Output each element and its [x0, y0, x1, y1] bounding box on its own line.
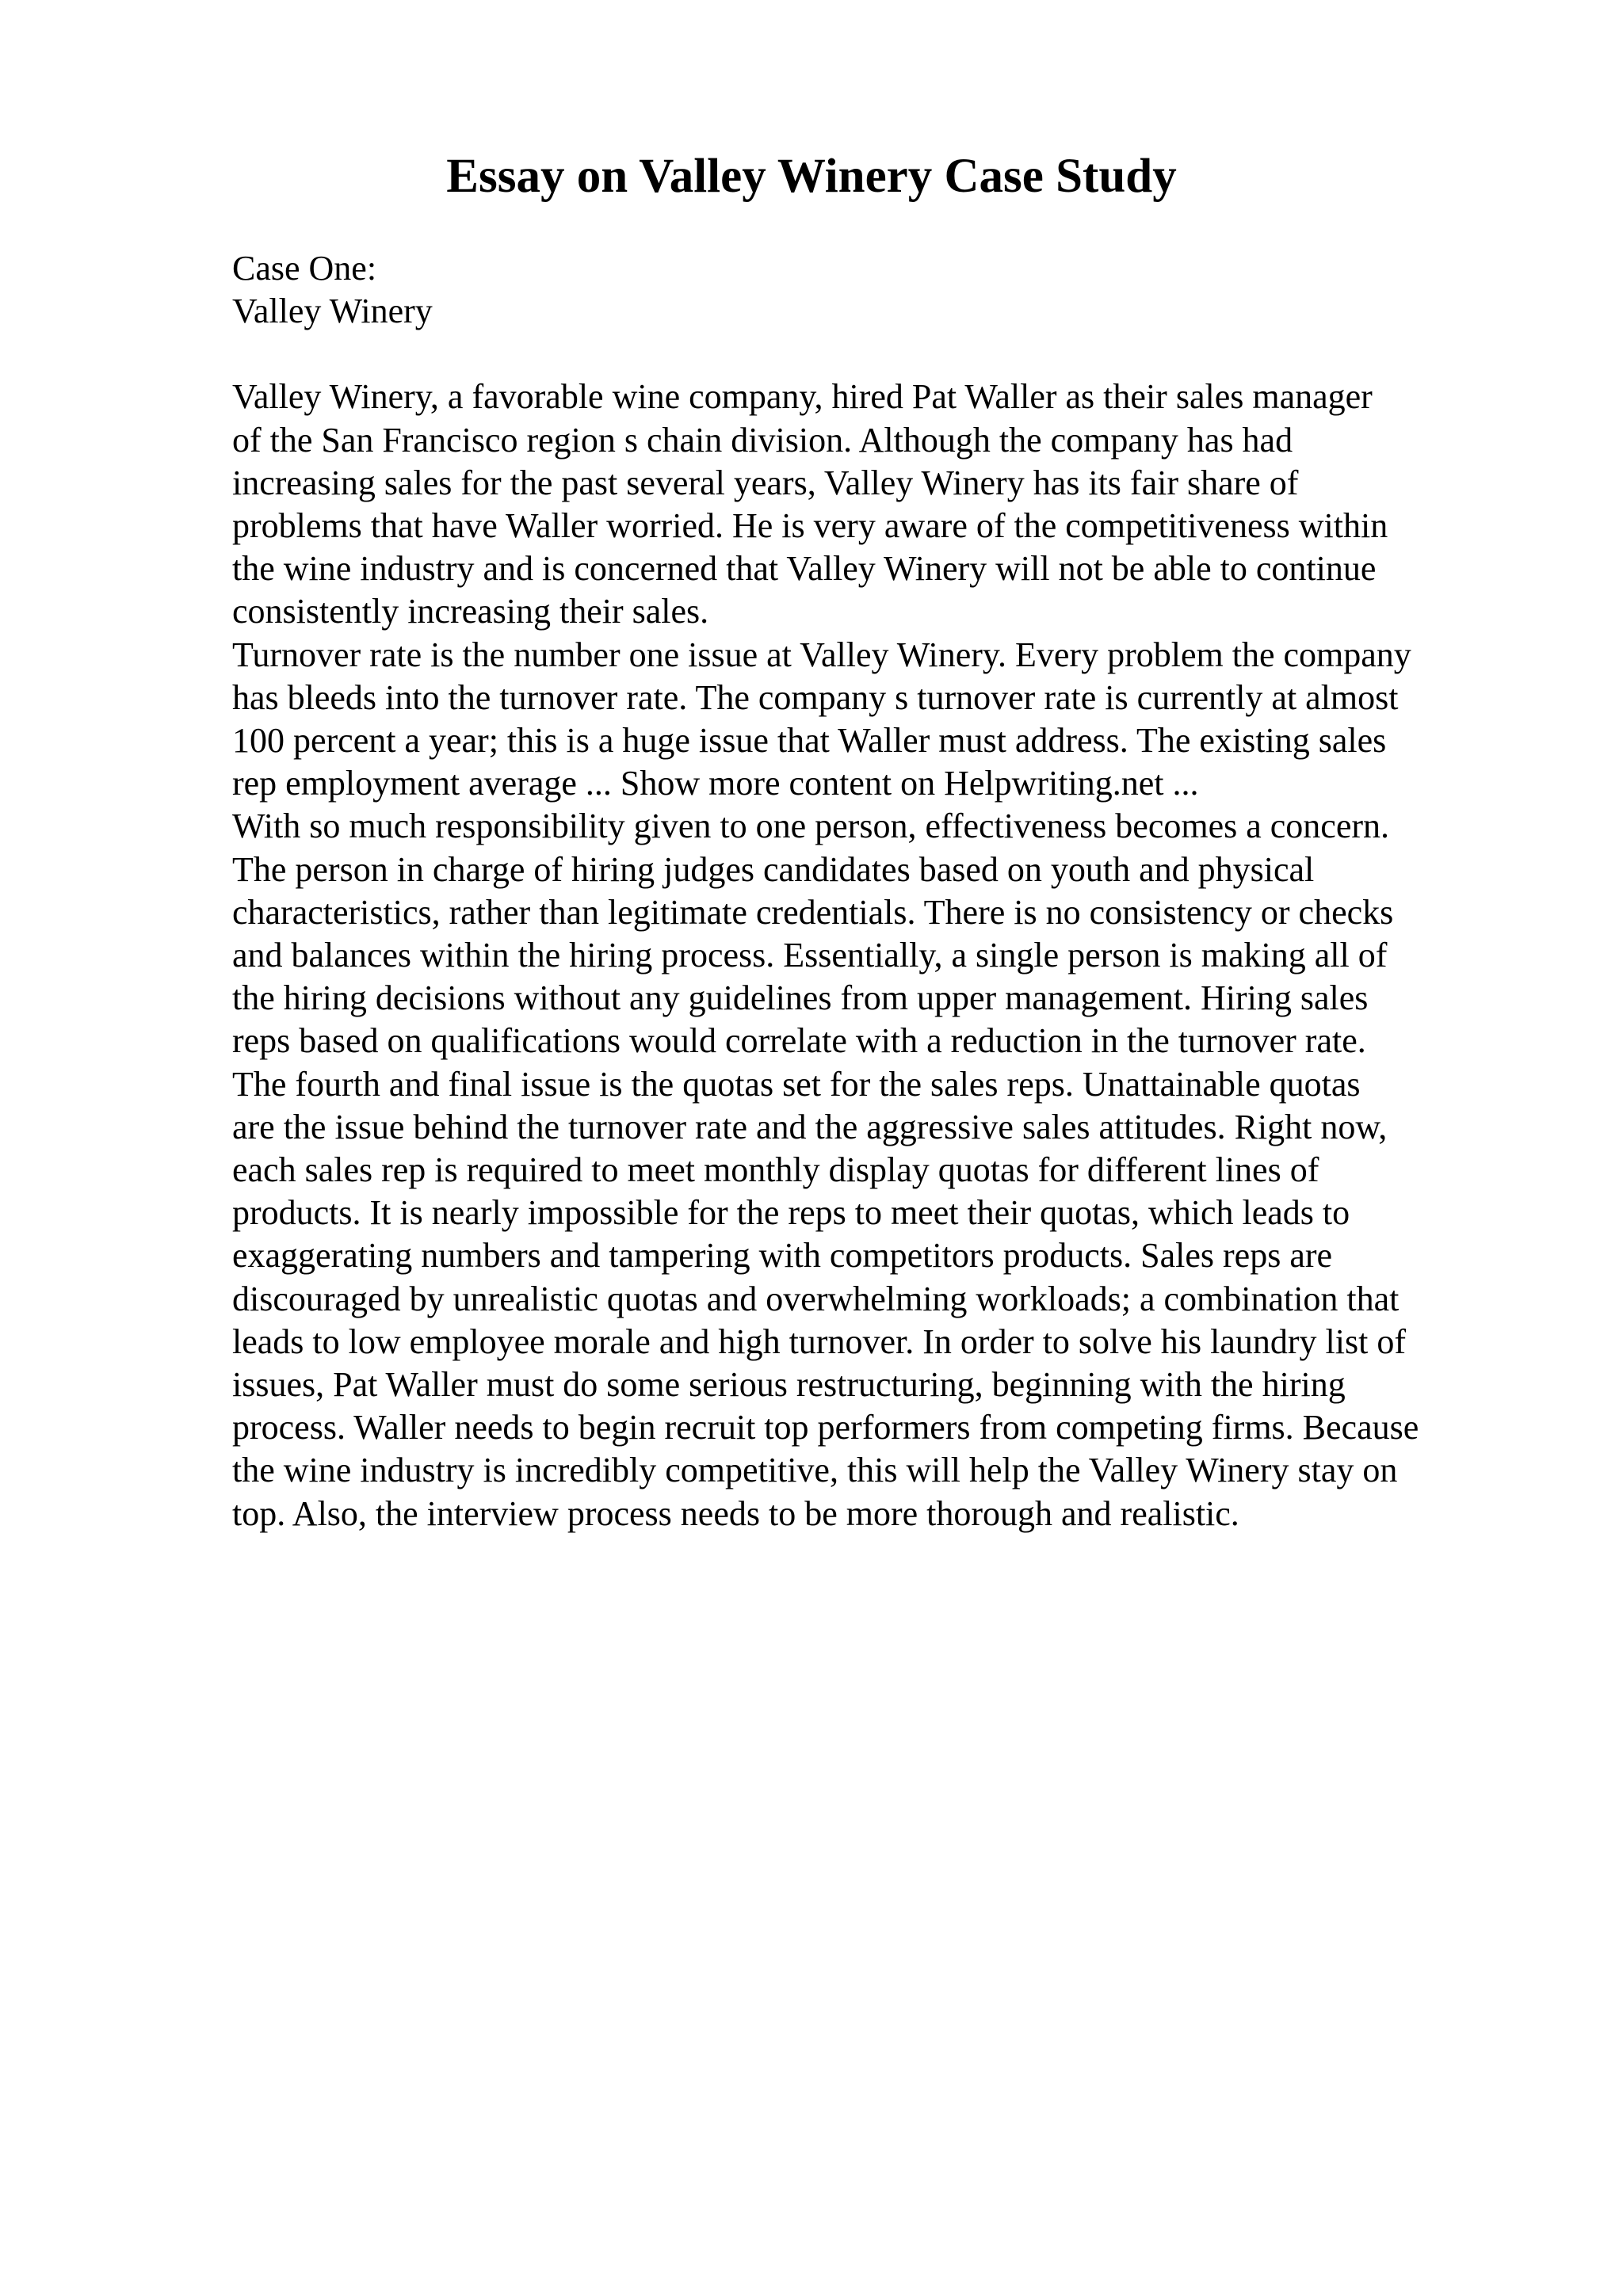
- text-line: characteristics, rather than legitimate credentials. There is no consistency or checks: [232, 892, 1394, 932]
- text-line: rep employment average ... Show more content on Helpwriting.net ...: [232, 764, 1199, 803]
- text-line: leads to low employee morale and high turnover. In order to solve his laundry list of: [232, 1322, 1407, 1361]
- text-line: top. Also, the interview process needs to be more thorough and realistic.: [232, 1493, 1239, 1533]
- text-line: With so much responsibility given to one person, effectiveness becomes a concern.: [232, 807, 1390, 846]
- text-line: 100 percent a year; this is a huge issue that Waller must address. The existing sales: [232, 721, 1387, 761]
- text-line: discouraged by unrealistic quotas and overwhelming workloads; a combination that: [232, 1279, 1400, 1318]
- text-line: the wine industry is incredibly competitive, this will help the Valley Winery stay on: [232, 1451, 1398, 1490]
- text-line: of the San Francisco region s chain division. Although the company has had: [232, 420, 1293, 460]
- text-line: problems that have Waller worried. He is very aware of the competitiveness within: [232, 506, 1388, 546]
- text-line: and balances within the hiring process. Essentially, a single person is making all of: [232, 936, 1388, 975]
- paragraph-gap: [232, 333, 1516, 376]
- text-line: the wine industry and is concerned that Valley Winery will not be able to continue: [232, 549, 1377, 589]
- text-line: Valley Winery: [232, 292, 433, 331]
- text-line: increasing sales for the past several years, Valley Winery has its fair share of: [232, 463, 1299, 502]
- text-line: The person in charge of hiring judges candidates based on youth and physical: [232, 849, 1315, 889]
- text-line: reps based on qualifications would correlate with a reduction in the turnover rate.: [232, 1021, 1366, 1061]
- text-line: consistently increasing their sales.: [232, 592, 709, 631]
- text-line: has bleeds into the turnover rate. The company s turnover rate is currently at almost: [232, 677, 1399, 717]
- document-title: Essay on Valley Winery Case Study: [446, 150, 1177, 203]
- text-line: each sales rep is required to meet monthly display quotas for different lines of: [232, 1150, 1319, 1190]
- text-line: Turnover rate is the number one issue at Valley Winery. Every problem the company: [232, 635, 1411, 674]
- text-line: issues, Pat Waller must do some serious restructuring, beginning with the hiring: [232, 1365, 1346, 1405]
- document-body: [232, 247, 1516, 1535]
- text-line: are the issue behind the turnover rate and the aggressive sales attitudes. Right now,: [232, 1107, 1388, 1146]
- text-line: the hiring decisions without any guidelines from upper management. Hiring sales: [232, 978, 1369, 1018]
- text-line: Valley Winery, a favorable wine company, hired Pat Waller as their sales manager: [232, 377, 1373, 417]
- text-line: products. It is nearly impossible for the reps to meet their quotas, which leads to: [232, 1193, 1350, 1233]
- text-line: The fourth and final issue is the quotas set for the sales reps. Unattainable quotas: [232, 1064, 1361, 1104]
- text-line: process. Waller needs to begin recruit top performers from competing firms. Because: [232, 1408, 1419, 1447]
- text-line: exaggerating numbers and tampering with competitors products. Sales reps are: [232, 1236, 1333, 1276]
- text-line: Case One:: [232, 249, 377, 288]
